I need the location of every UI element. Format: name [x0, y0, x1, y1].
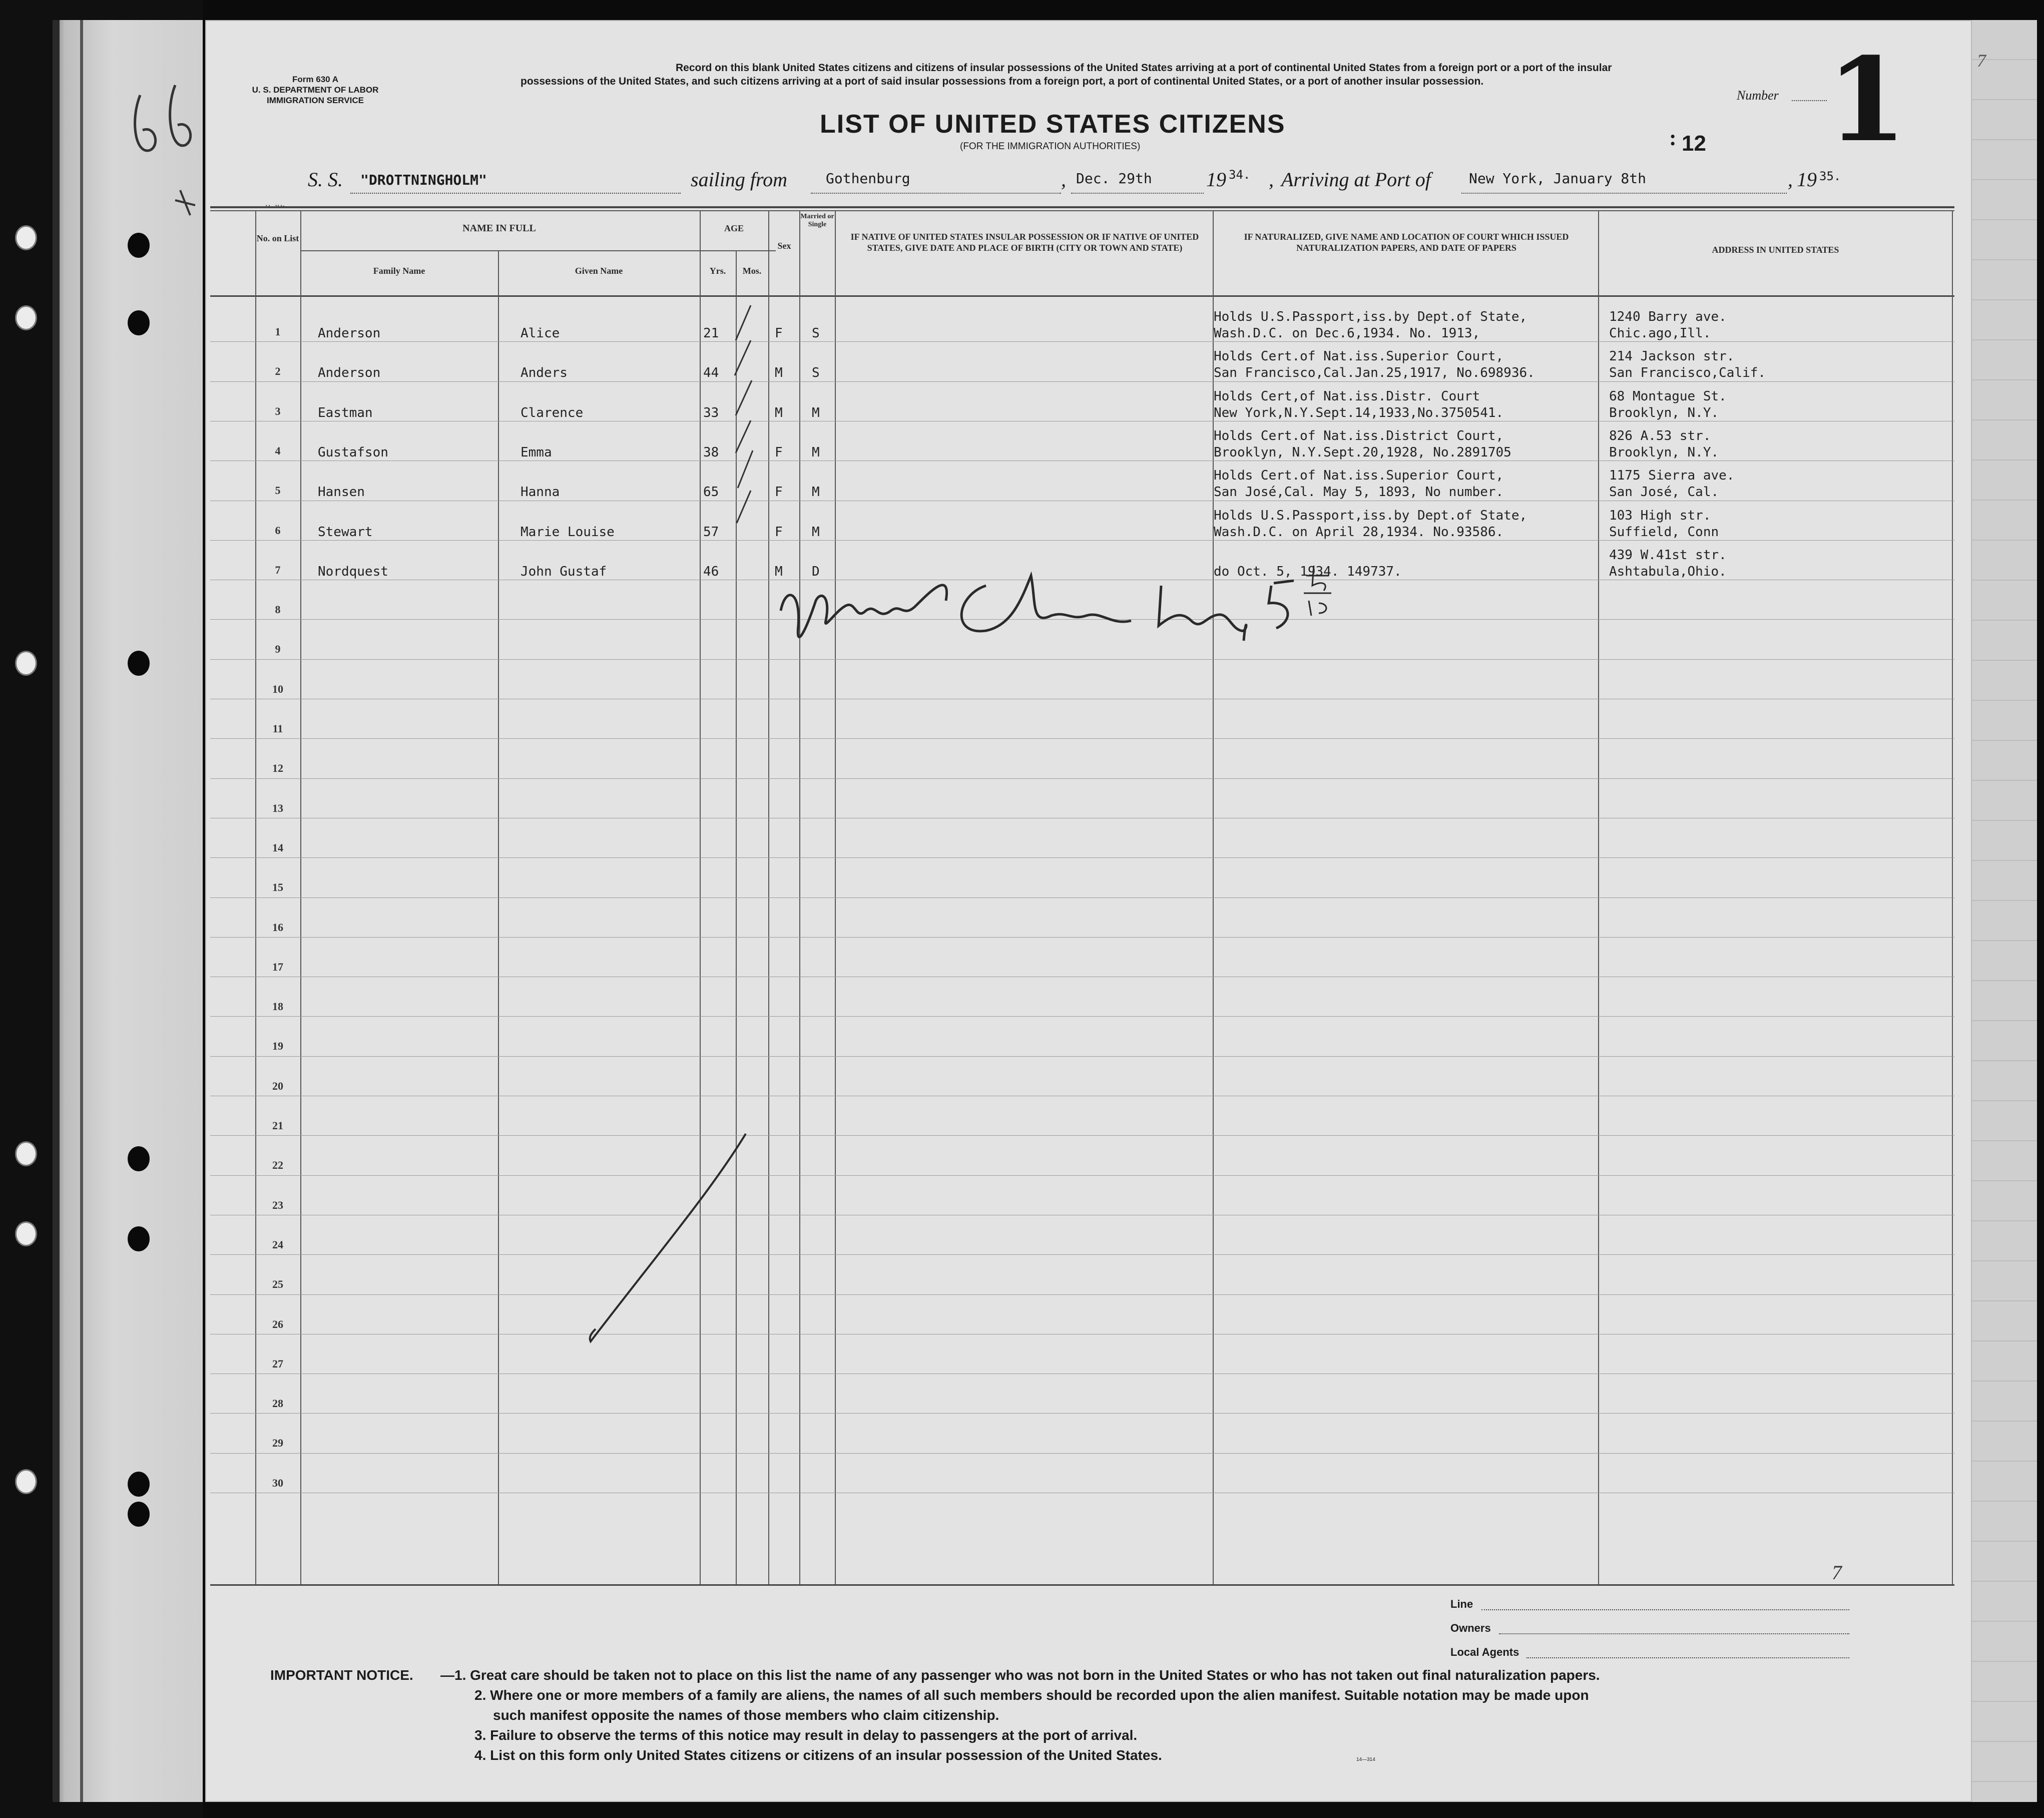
row-number: 3	[275, 404, 281, 417]
binder-hole	[15, 1221, 37, 1246]
row-number: 8	[275, 603, 281, 616]
sex: M	[775, 405, 783, 420]
sex: F	[775, 444, 783, 460]
binder-hole	[128, 1502, 150, 1527]
sex: M	[775, 365, 783, 381]
address-line: Brooklyn, N.Y.	[1609, 405, 1719, 420]
binder-hole	[128, 310, 150, 335]
header-naturalization: IF NATURALIZED, GIVE NAME AND LOCATION OF COURT WHICH ISSUED NATURALIZATION PAPERS, AND DATE OF PAPERS	[1244, 232, 1569, 253]
marital-status: D	[812, 564, 820, 579]
row-rule	[210, 1254, 1954, 1255]
binder-hole	[15, 1469, 37, 1494]
row-number: 6	[275, 524, 281, 537]
age-years: 57	[703, 524, 719, 540]
given-name: John Gustaf	[521, 564, 607, 579]
local-agents-label: Local Agents	[1450, 1646, 1519, 1658]
row-number: 12	[272, 762, 283, 775]
page-subtitle: (FOR THE IMMIGRATION AUTHORITIES)	[960, 141, 1141, 152]
row-number: 20	[272, 1079, 283, 1092]
row-number: 22	[272, 1159, 283, 1172]
list-code: 12	[1682, 131, 1706, 156]
departure-year-prefix: 19	[1206, 168, 1226, 191]
binder-hole	[15, 1141, 37, 1166]
row-number: 25	[272, 1278, 283, 1291]
address-line: 826 A.53 str.	[1609, 428, 1711, 443]
sailing-from-label: sailing from	[691, 168, 787, 191]
manifest-page	[205, 20, 1972, 1802]
row-rule	[210, 897, 1954, 898]
family-name: Gustafson	[318, 444, 388, 460]
row-number: 17	[272, 960, 283, 973]
naturalization-line: Brooklyn, N.Y.Sept.20,1928, No.2891705	[1214, 444, 1511, 460]
ss-label: S. S.	[308, 168, 343, 191]
naturalization-line: New York,N.Y.Sept.14,1933,No.3750541.	[1214, 405, 1504, 420]
row-rule	[210, 1016, 1954, 1017]
row-number: 16	[272, 921, 283, 934]
binder-strip	[0, 0, 203, 1818]
row-rule	[210, 1175, 1954, 1176]
given-name: Emma	[521, 444, 552, 460]
given-name: Clarence	[521, 405, 584, 420]
binder-hole	[128, 651, 150, 676]
ship-name: "DROTTNINGHOLM"	[360, 172, 487, 188]
owners-label: Owners	[1450, 1622, 1491, 1634]
header-married-single: Married or Single	[800, 213, 834, 228]
voyage-line	[308, 168, 343, 191]
row-rule	[210, 1453, 1954, 1454]
corner-note: 7	[1977, 51, 1986, 71]
address-line: Suffield, Conn	[1609, 524, 1719, 540]
address-line: 214 Jackson str.	[1609, 349, 1735, 364]
header-family-name: Family Name	[373, 266, 425, 276]
sex: F	[775, 485, 783, 500]
row-number: 28	[272, 1397, 283, 1410]
notice-3: 3. Failure to observe the terms of this notice may result in delay to passengers at the port of arrival.	[474, 1727, 1138, 1743]
row-rule	[210, 1294, 1954, 1295]
family-name: Eastman	[318, 405, 373, 420]
address-line: 439 W.41st str.	[1609, 547, 1727, 563]
sex: F	[775, 326, 783, 341]
naturalization-line: San José,Cal. May 5, 1893, No number.	[1214, 485, 1504, 500]
arrival-year-prefix: 19	[1797, 168, 1817, 191]
row-number: 7	[275, 563, 281, 576]
header-age: AGE	[724, 223, 744, 233]
count-mark: 7	[1832, 1561, 1842, 1584]
row-number: 21	[272, 1119, 283, 1132]
naturalization-line: Holds Cert,of Nat.iss.Distr. Court	[1214, 388, 1480, 404]
row-rule	[210, 738, 1954, 739]
given-name: Alice	[521, 326, 560, 341]
age-years: 33	[703, 405, 719, 420]
row-number: 24	[272, 1238, 283, 1251]
line-label: Line	[1450, 1598, 1473, 1610]
marital-status: M	[812, 524, 820, 540]
form-code: 14—314	[1356, 1757, 1375, 1762]
row-number: 15	[272, 881, 283, 894]
address-line: 103 High str.	[1609, 508, 1711, 523]
notice-4: 4. List on this form only United States citizens or citizens of an insular possession of the United States.	[474, 1747, 1162, 1763]
marital-status: S	[812, 365, 820, 381]
address-line: 68 Montague St.	[1609, 388, 1727, 404]
marital-status: M	[812, 485, 820, 500]
printer-line: 14—314a	[265, 204, 285, 209]
given-name: Marie Louise	[521, 524, 615, 540]
row-number: 19	[272, 1040, 283, 1053]
row-rule	[210, 778, 1954, 779]
binder-hole	[15, 305, 37, 330]
form-department: U. S. DEPARTMENT OF LABOR	[252, 85, 379, 95]
family-name: Anderson	[318, 365, 381, 381]
list-number: 1	[1827, 33, 1907, 168]
naturalization-line: Holds Cert.of Nat.iss.Superior Court,	[1214, 349, 1504, 364]
family-name: Hansen	[318, 485, 365, 500]
row-number: 1	[275, 325, 281, 338]
row-number: 13	[272, 801, 283, 814]
row-number: 11	[272, 722, 283, 735]
given-name: Anders	[521, 365, 568, 381]
row-number: 9	[275, 643, 281, 656]
arrival-port-date: New York, January 8th	[1469, 170, 1647, 187]
inspector-signature	[771, 556, 1361, 671]
important-notice-title: IMPORTANT NOTICE.	[270, 1667, 413, 1683]
age-years: 46	[703, 564, 719, 579]
strike-line	[581, 1126, 761, 1351]
age-years: 38	[703, 444, 719, 460]
header-given-name: Given Name	[575, 266, 623, 276]
address-line: Brooklyn, N.Y.	[1609, 444, 1719, 460]
naturalization-line: Holds U.S.Passport,iss.by Dept.of State,	[1214, 309, 1527, 324]
row-number: 14	[272, 841, 283, 854]
row-number: 2	[275, 365, 281, 378]
notice-2-cont: such manifest opposite the names of those members who claim citizenship.	[493, 1707, 999, 1723]
row-rule	[210, 1413, 1954, 1414]
naturalization-line: Holds Cert.of Nat.iss.District Court,	[1214, 428, 1504, 443]
header-sex: Sex	[777, 241, 791, 251]
header-birth: IF NATIVE OF UNITED STATES INSULAR POSSESSION OR IF NATIVE OF UNITED STATES, GIVE DATE AND PLACE OF BIRTH (CITY OR TOWN AND STATE)	[850, 232, 1199, 253]
header-address: ADDRESS IN UNITED STATES	[1712, 245, 1839, 255]
row-number: 23	[272, 1198, 283, 1211]
sex: M	[775, 564, 783, 579]
form-service: IMMIGRATION SERVICE	[267, 96, 364, 105]
age-years: 21	[703, 326, 719, 341]
row-number: 30	[272, 1476, 283, 1489]
notice-2: 2. Where one or more members of a family are aliens, the names of all such members should be recorded upon the alien manifest. Suitable notation may be made upon	[474, 1687, 1589, 1703]
row-number: 27	[272, 1357, 283, 1370]
row-number: 10	[272, 682, 283, 695]
header-no-on-list: No. on List	[256, 233, 299, 243]
family-name: Stewart	[318, 524, 373, 540]
address-line: Ashtabula,Ohio.	[1609, 564, 1727, 579]
given-name: Hanna	[521, 485, 560, 500]
address-line: San José, Cal.	[1609, 485, 1719, 500]
naturalization-line: Wash.D.C. on Dec.6,1934. No. 1913,	[1214, 326, 1480, 341]
sex: F	[775, 524, 783, 540]
marital-status: M	[812, 405, 820, 420]
row-number: 5	[275, 484, 281, 497]
row-rule	[210, 1135, 1954, 1136]
arriving-label: Arriving at Port of	[1281, 168, 1431, 191]
margin-handwriting	[120, 55, 205, 220]
notice-1: —1. Great care should be taken not to place on this list the name of any passenger who was not born in the United States or who has not taken out final naturalization papers.	[440, 1667, 1600, 1683]
address-line: Chic.ago,Ill.	[1609, 326, 1711, 341]
family-name: Nordquest	[318, 564, 388, 579]
naturalization-line: San Francisco,Cal.Jan.25,1917, No.698936.	[1214, 365, 1535, 381]
address-line: 1240 Barry ave.	[1609, 309, 1727, 324]
address-line: San Francisco,Calif.	[1609, 365, 1766, 381]
address-line: 1175 Sierra ave.	[1609, 468, 1735, 484]
row-rule	[210, 937, 1954, 938]
header-mos: Mos.	[742, 266, 762, 276]
departure-port: Gothenburg	[826, 170, 910, 187]
binder-hole	[128, 1472, 150, 1497]
check-marks	[731, 300, 776, 551]
naturalization-line: Holds U.S.Passport,iss.by Dept.of State,	[1214, 508, 1527, 523]
row-number: 4	[275, 444, 281, 457]
number-label: Number	[1737, 88, 1779, 103]
departure-date: Dec. 29th	[1076, 170, 1152, 187]
age-years: 65	[703, 485, 719, 500]
form-identifier	[240, 74, 390, 106]
naturalization-line: do Oct. 5, 1934. 149737.	[1214, 564, 1402, 579]
page-title: LIST OF UNITED STATES CITIZENS	[820, 110, 1286, 139]
naturalization-line: Wash.D.C. on April 28,1934. No.93586.	[1214, 524, 1504, 540]
departure-year: 34.	[1229, 168, 1251, 182]
family-name: Anderson	[318, 326, 381, 341]
age-years: 44	[703, 365, 719, 381]
marital-status: S	[812, 326, 820, 341]
row-number: 18	[272, 1000, 283, 1013]
row-number: 26	[272, 1317, 283, 1330]
binder-hole	[128, 1226, 150, 1251]
header-name-in-full: NAME IN FULL	[462, 223, 536, 234]
naturalization-line: Holds Cert.of Nat.iss.Superior Court,	[1214, 468, 1504, 484]
binder-hole	[128, 233, 150, 258]
binder-hole	[128, 1146, 150, 1171]
binder-hole	[15, 225, 37, 250]
previous-page-edge	[53, 20, 203, 1802]
marital-status: M	[812, 444, 820, 460]
arrival-year: 35.	[1819, 169, 1841, 183]
row-rule	[210, 857, 1954, 858]
header-yrs: Yrs.	[709, 266, 726, 276]
code-mark: :	[1669, 126, 1677, 150]
row-number: 29	[272, 1437, 283, 1450]
row-rule	[210, 1056, 1954, 1057]
form-intro: Record on this blank United States citizens and citizens of insular possessions of the United States arriving at a port of continental United States from a foreign port or a port of the insular possessions of the United States, and such citizens arriving at a port of said insular possessions from a foreign port, a port of continental United States, or a port of another insular possession.	[521, 62, 1612, 87]
next-page-edge	[1972, 20, 2037, 1802]
binder-hole	[15, 651, 37, 676]
form-number: Form 630 A	[292, 75, 338, 84]
